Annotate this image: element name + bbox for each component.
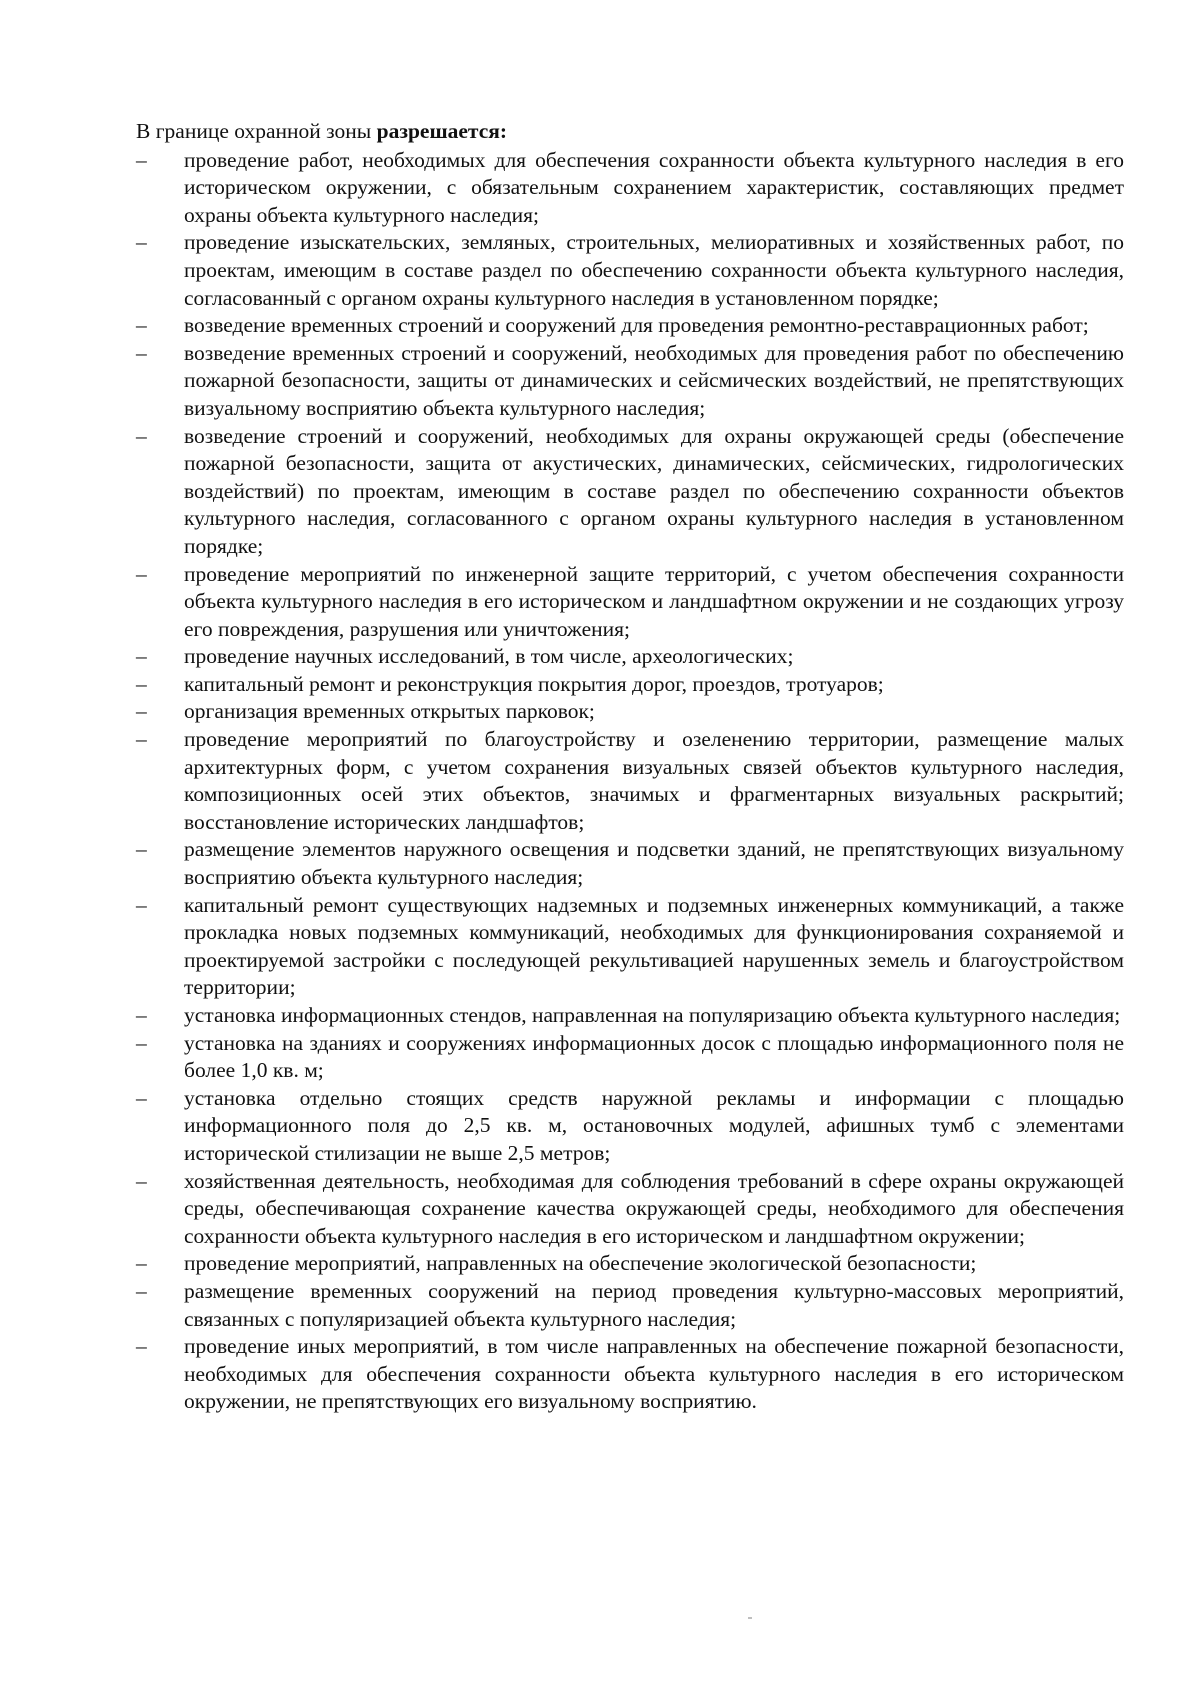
list-dash: – <box>136 147 147 172</box>
list-dash: – <box>136 671 147 696</box>
list-item-text: хозяйственная деятельность, необходимая для соблюдения требований в сфере охраны окружающей среды, обеспечивающая сохранение качества окружающей среды, необходимого для обеспечения сохранности объекта культурного наследия в его историческом и ландшафтном окружении; <box>184 1168 1124 1248</box>
list-item-text: размещение временных сооружений на период проведения культурно-массовых мероприятий, связанных с популяризацией объекта культурного наследия; <box>184 1278 1124 1331</box>
list-dash: – <box>136 1085 147 1110</box>
list-item <box>136 561 1124 644</box>
list-item-text: установка на зданиях и сооружениях информационных досок с площадью информационного поля не более 1,0 кв. м; <box>184 1030 1124 1083</box>
list-item-text: установка информационных стендов, направленная на популяризацию объекта культурного наследия; <box>184 1003 1121 1027</box>
list-item <box>136 229 1124 312</box>
list-item <box>136 726 1124 836</box>
list-item-text: проведение работ, необходимых для обеспечения сохранности объекта культурного наследия в его историческом окружении, с обязательным сохранением характеристик, составляющих предмет охраны объекта культурного наследия; <box>184 147 1124 227</box>
list-dash: – <box>136 1251 147 1276</box>
list-item-text: проведение научных исследований, в том числе, археологических; <box>184 644 794 669</box>
list-item <box>136 643 1124 671</box>
list-dash: – <box>136 699 147 724</box>
list-item-text: организация временных открытых парковок; <box>184 699 595 724</box>
list-item-text: возведение строений и сооружений, необходимых для охраны окружающей среды (обеспечение пожарной безопасности, защита от акустических, динамических, сейсмических, гидрологических воздействий) по проектам, имеющим в составе раздел по обеспечению сохранности объектов культурного наследия, согласованного с органом охраны культурного наследия в установленном порядке; <box>184 423 1124 558</box>
list-item-text: капитальный ремонт существующих надземных и подземных инженерных коммуникаций, а также прокладка новых подземных коммуникаций, необходимых для функционирования сохраняемой и проектируемой застройки с последующей рекультивацией нарушенных земель и благоустройством территории; <box>184 892 1124 1000</box>
list-dash: – <box>136 1003 147 1027</box>
list-item <box>136 698 1124 726</box>
list-item-text: размещение элементов наружного освещения и подсветки зданий, не препятствующих визуальному восприятию объекта культурного наследия; <box>184 837 1124 890</box>
list-item-text: проведение иных мероприятий, в том числе направленных на обеспечение пожарной безопасности, необходимых для обеспечения сохранности объекта культурного наследия в его историческом окружении, не препятствующих его визуальному восприятию. <box>184 1334 1124 1414</box>
list-item-text: возведение временных строений и сооружений, необходимых для проведения работ по обеспечению пожарной безопасности, защиты от динамических и сейсмических воздействий, не препятствующих визуальному восприятию объекта культурного наследия; <box>184 340 1124 420</box>
list-item <box>136 312 1124 340</box>
list-item-text: капитальный ремонт и реконструкция покрытия дорог, проездов, тротуаров; <box>184 671 884 696</box>
list-item-text: проведение мероприятий по благоустройству и озеленению территории, размещение малых архитектурных форм, с учетом сохранения визуальных связей объектов культурного наследия, композиционных осей этих объектов, значимых и фрагментарных визуальных раскрытий; восстановление исторических ландшафтов; <box>184 727 1124 834</box>
list-item <box>136 423 1124 561</box>
list-item <box>136 1030 1124 1085</box>
list-item-text: проведение мероприятий по инженерной защите территорий, с учетом обеспечения сохранности объекта культурного наследия в его историческом и ландшафтном окружении и не создающих угрозу его повреждения, разрушения или уничтожения; <box>184 561 1124 641</box>
intro-text: В границе охранной зоны <box>136 119 377 143</box>
scan-speck <box>748 1617 752 1619</box>
list-item-text: проведение изыскательских, земляных, строительных, мелиоративных и хозяйственных работ, по проектам, имеющим в составе раздел по обеспечению сохранности объекта культурного наследия, согласованный с органом охраны культурного наследия в установленном порядке; <box>184 230 1124 310</box>
list-item <box>136 892 1124 1002</box>
list-dash: – <box>136 644 147 669</box>
document-page <box>136 118 1124 1416</box>
list-item <box>136 1168 1124 1251</box>
list-dash: – <box>136 1334 147 1359</box>
list-dash: – <box>136 837 147 862</box>
list-dash: – <box>136 423 147 448</box>
list-item <box>136 1085 1124 1168</box>
list-item-text: возведение временных строений и сооружений для проведения ремонтно-реставрационных работ; <box>184 313 1089 338</box>
list-dash: – <box>136 1030 147 1055</box>
list-dash: – <box>136 1278 147 1303</box>
list-item <box>136 1333 1124 1416</box>
list-dash: – <box>136 892 147 917</box>
list-item <box>136 1278 1124 1333</box>
list-item-text: установка отдельно стоящих средств наружной рекламы и информации с площадью информационного поля до 2,5 кв. м, остановочных модулей, афишных тумб с элементами исторической стилизации не выше 2,5 метров; <box>184 1085 1124 1165</box>
list-dash: – <box>136 230 147 255</box>
list-dash: – <box>136 727 147 752</box>
intro-paragraph <box>136 118 1124 146</box>
permitted-activities-list <box>136 147 1124 1416</box>
list-item <box>136 340 1124 423</box>
list-item <box>136 1250 1124 1278</box>
list-dash: – <box>136 561 147 586</box>
list-item-text: проведение мероприятий, направленных на обеспечение экологической безопасности; <box>184 1251 977 1276</box>
list-dash: – <box>136 340 147 365</box>
list-dash: – <box>136 313 147 338</box>
list-item <box>136 1002 1124 1030</box>
intro-bold-text: разрешается: <box>376 119 508 143</box>
list-item <box>136 671 1124 699</box>
list-item <box>136 147 1124 230</box>
list-dash: – <box>136 1168 147 1193</box>
list-item <box>136 836 1124 891</box>
